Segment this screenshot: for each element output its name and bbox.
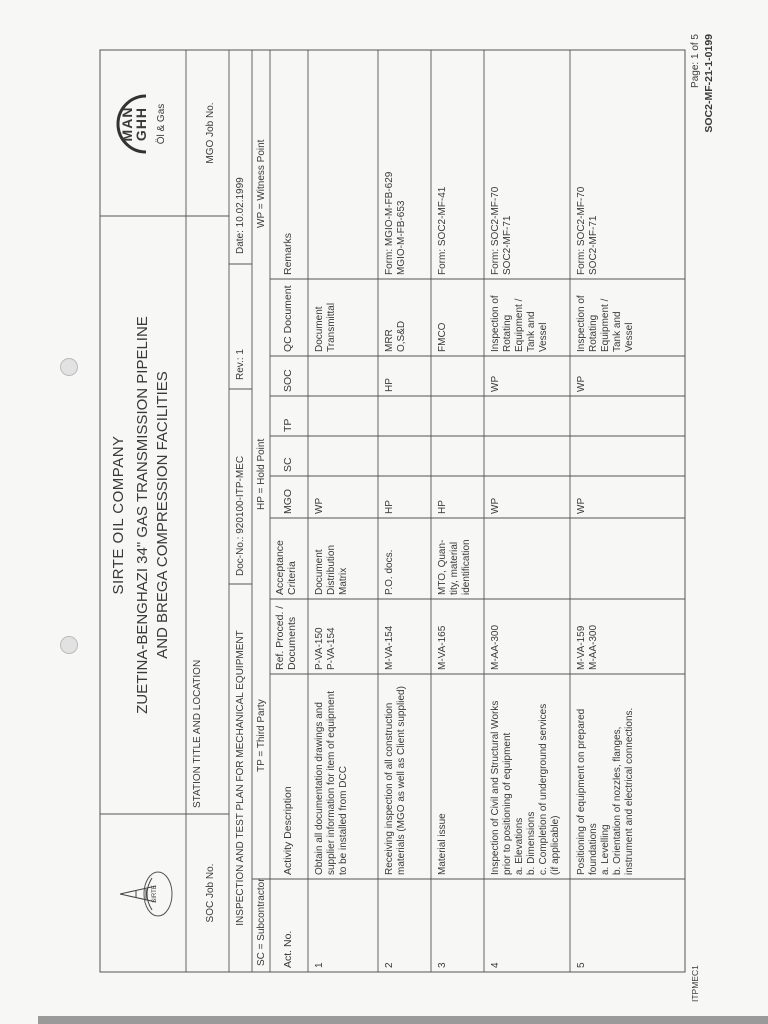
row-acceptance: MTO, Quan- tity, material identification — [437, 539, 472, 595]
row-act-no: 2 — [384, 962, 395, 968]
itp-title: INSPECTION AND TEST PLAN FOR MECHANICAL EQUIPMENT — [235, 630, 246, 926]
row-act-no: 1 — [314, 962, 325, 968]
row-act-no: 5 — [576, 962, 587, 968]
row-mgo: WP — [490, 497, 501, 514]
row-activity: Material issue — [437, 813, 448, 875]
mgo-job-label: MGO Job No. — [205, 102, 216, 164]
man-logo-line2: GHH — [133, 106, 149, 142]
doc-number: Doc-No.: 920100-ITP-MEC — [235, 455, 246, 576]
row-mgo: WP — [314, 497, 325, 514]
binder-hole — [60, 358, 78, 376]
row-sc — [488, 436, 568, 476]
col-header-soc: SOC — [282, 369, 294, 392]
row-remarks: Form: SOC2-MF-41 — [437, 186, 448, 275]
legend-tp: TP = Third Party — [256, 699, 267, 772]
col-header-ref: Ref. Proced. / Documents — [274, 605, 298, 670]
row-soc — [312, 356, 376, 396]
row-qc: MRR O,S&D — [384, 320, 407, 352]
row-remarks: Form: SOC2-MF-70 SOC2-MF-71 — [576, 186, 599, 275]
row-qc: FMCO — [437, 322, 448, 352]
binder-hole — [60, 636, 78, 654]
row-soc: WP — [576, 375, 587, 392]
row-ref: P-VA-150 P-VA-154 — [314, 627, 337, 670]
row-acceptance: Document Distribution Matrix — [314, 544, 349, 595]
row-mgo: WP — [576, 497, 587, 514]
revision: Rev.: 1 — [235, 349, 246, 380]
row-remarks: Form: SOC2-MF-70 SOC2-MF-71 — [490, 186, 513, 275]
row-activity: Positioning of equipment on prepared foundations a. Levelling b. Orientation of nozzles, flanges, instrument and electrical connections. — [576, 707, 635, 875]
row-act-no: 3 — [437, 962, 448, 968]
row-sc — [312, 436, 376, 476]
row-ref: M-AA-300 — [490, 624, 501, 670]
sirte-logo — [112, 864, 178, 924]
row-tp — [382, 396, 430, 436]
row-qc: Inspection of Rotating Equipment / Tank and Vessel — [490, 295, 549, 352]
row-activity: Inspection of Civil and Structural Works prior to positioning of equipment a. Elevations b. Dimensions c. Completion of underground services (if applicable) — [490, 700, 561, 875]
col-header-qc: QC Document — [282, 285, 294, 352]
row-sc — [574, 436, 682, 476]
man-ghh-logo — [106, 84, 176, 164]
col-header-remarks: Remarks — [282, 232, 294, 275]
row-remarks: Form: MGIO-M-FB-629 MGIO-M-FB-653 — [384, 171, 407, 275]
row-soc — [435, 356, 483, 396]
row-ref: M-VA-154 — [384, 625, 395, 670]
soc-job-cell — [187, 814, 229, 972]
sirte-logo-text: SIRTE — [152, 885, 158, 903]
station-title-label: STATION TITLE AND LOCATION — [192, 659, 203, 808]
row-tp — [574, 396, 682, 436]
row-acceptance — [574, 518, 682, 599]
col-header-activity: Activity Description — [282, 786, 294, 875]
row-mgo: HP — [384, 500, 395, 514]
legend-hp: HP = Hold Point — [256, 438, 267, 510]
form-number: SOC2-MF-21-1-0199 — [703, 34, 715, 133]
doc-date: Date: 10.02.1999 — [235, 177, 246, 254]
row-soc: WP — [490, 375, 501, 392]
project-title-line2: AND BREGA COMPRESSION FACILITIES — [154, 371, 171, 659]
project-title-line1: ZUETINA-BENGHAZI 34" GAS TRANSMISSION PIPELINE — [134, 316, 151, 714]
legend-wp: WP = Witness Point — [256, 139, 267, 228]
row-activity: Obtain all documentation drawings and supplier information for item of equipment to be installed from DCC — [314, 691, 349, 875]
row-qc: Document Transmittal — [314, 302, 337, 352]
row-activity: Receiving inspection of all construction materials (MGO as well as Client supplied) — [384, 686, 407, 875]
row-qc: Inspection of Rotating Equipment / Tank and Vessel — [576, 295, 635, 352]
row-remarks — [312, 50, 376, 279]
company-title: SIRTE OIL COMPANY — [110, 435, 127, 595]
row-soc: HP — [384, 378, 395, 392]
legend-sc: SC = Subcontractor — [256, 878, 267, 966]
man-logo-line1: MAN — [119, 106, 135, 142]
scanner-edge — [38, 1016, 768, 1024]
derrick-icon — [112, 864, 178, 924]
page-number: Page: 1 of 5 — [690, 34, 701, 88]
row-tp — [435, 396, 483, 436]
col-header-mgo: MGO — [282, 488, 294, 514]
row-tp — [312, 396, 376, 436]
col-header-acceptance: Acceptance Criteria — [274, 540, 298, 595]
col-header-sc: SC — [282, 457, 294, 472]
row-sc — [382, 436, 430, 476]
row-tp — [488, 396, 568, 436]
row-ref: M-VA-165 — [437, 625, 448, 670]
row-acceptance — [488, 518, 568, 599]
row-ref: M-VA-159 M-AA-300 — [576, 624, 599, 670]
mgo-job-cell — [187, 50, 229, 216]
row-mgo: HP — [437, 500, 448, 514]
row-act-no: 4 — [490, 962, 501, 968]
col-header-act-no: Act. No. — [282, 930, 294, 968]
soc-job-label: SOC Job No. — [205, 863, 216, 923]
row-acceptance: P.O. docs. — [384, 549, 395, 595]
row-sc — [435, 436, 483, 476]
col-header-tp: TP — [282, 418, 294, 432]
man-logo-subtitle: Öl & Gas — [156, 103, 167, 145]
left-code: ITPMEC1 — [690, 965, 700, 1002]
